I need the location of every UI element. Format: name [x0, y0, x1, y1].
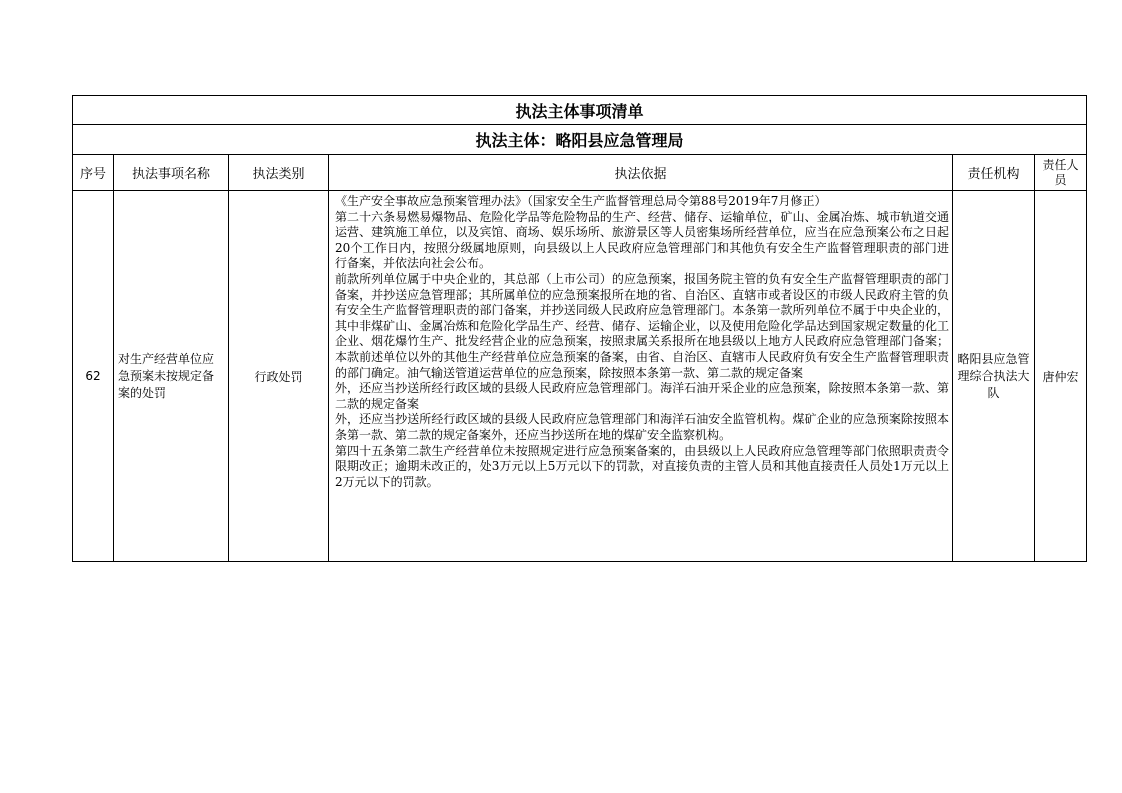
- enforcement-subject: 执法主体：略阳县应急管理局: [73, 125, 1087, 155]
- header-basis: 执法依据: [329, 155, 953, 191]
- header-org: 责任机构: [953, 155, 1035, 191]
- table-row: [73, 191, 1087, 562]
- header-row: [73, 155, 1087, 191]
- row-responsible-org: 略阳县应急管理综合执法大队: [953, 191, 1035, 562]
- header-type: 执法类别: [229, 155, 329, 191]
- row-item-name: 对生产经营单位应急预案未按规定备案的处罚: [114, 191, 229, 562]
- enforcement-table: [72, 95, 1087, 562]
- header-person: 责任人员: [1035, 155, 1087, 191]
- row-no: 62: [73, 191, 114, 562]
- header-name: 执法事项名称: [114, 155, 229, 191]
- basis-paragraph: 第四十五条第二款生产经营单位未按照规定进行应急预案备案的，由县级以上人民政府应急管理等部门依照职责责令限期改正；逾期未改正的，处3万元以上5万元以下的罚款，对直接负责的主管人员和其他直接责任人员处1万元以上2万元以下的罚款。: [335, 443, 949, 489]
- basis-paragraph: 《生产安全事故应急预案管理办法》（国家安全生产监督管理总局令第88号2019年7月修正）: [335, 194, 827, 208]
- row-legal-basis: [329, 191, 953, 562]
- basis-paragraph: 外，还应当抄送所经行政区域的县级人民政府应急管理部门。海洋石油开采企业的应急预案，除按照本条第一款、第二款的规定备案: [335, 381, 949, 411]
- basis-paragraph: 前款所列单位属于中央企业的，其总部（上市公司）的应急预案，报国务院主管的负有安全生产监督管理职责的部门备案，并抄送应急管理部；其所属单位的应急预案报所在地的省、自治区、直辖市或者设区的市级人民政府主管的负有安全生产监督管理职责的部门备案，并抄送同级人民政府应急管理部门。本条第一款所列单位不属于中央企业的，其中非煤矿山、金属冶炼和危险化学品生产、经营、储存、运输企业，以及使用危险化学品达到国家规定数量的化工企业、烟花爆竹生产、批发经营企业的应急预案，按照隶属关系报所在地县级以上地方人民政府应急管理部门备案；本款前述单位以外的其他生产经营单位应急预案的备案，由省、自治区、直辖市人民政府负有安全生产监督管理职责的部门确定。油气输送管道运营单位的应急预案，除按照本条第一款、第二款的规定备案: [335, 271, 949, 380]
- header-no: 序号: [73, 155, 114, 191]
- basis-paragraph: 第二十六条易燃易爆物品、危险化学品等危险物品的生产、经营、储存、运输单位，矿山、金属冶炼、城市轨道交通运营、建筑施工单位，以及宾馆、商场、娱乐场所、旅游景区等人员密集场所经营单位，应当在应急预案公布之日起20个工作日内，按照分级属地原则，向县级以上人民政府应急管理部门和其他负有安全生产监督管理职责的部门进行备案，并依法向社会公布。: [335, 209, 949, 271]
- basis-paragraph: 外，还应当抄送所经行政区域的县级人民政府应急管理部门和海洋石油安全监管机构。煤矿企业的应急预案除按照本条第一款、第二款的规定备案外，还应当抄送所在地的煤矿安全监察机构。: [335, 412, 949, 442]
- page-title: 执法主体事项清单: [73, 96, 1087, 125]
- row-responsible-person: 唐仲宏: [1035, 191, 1087, 562]
- row-category: 行政处罚: [229, 191, 329, 562]
